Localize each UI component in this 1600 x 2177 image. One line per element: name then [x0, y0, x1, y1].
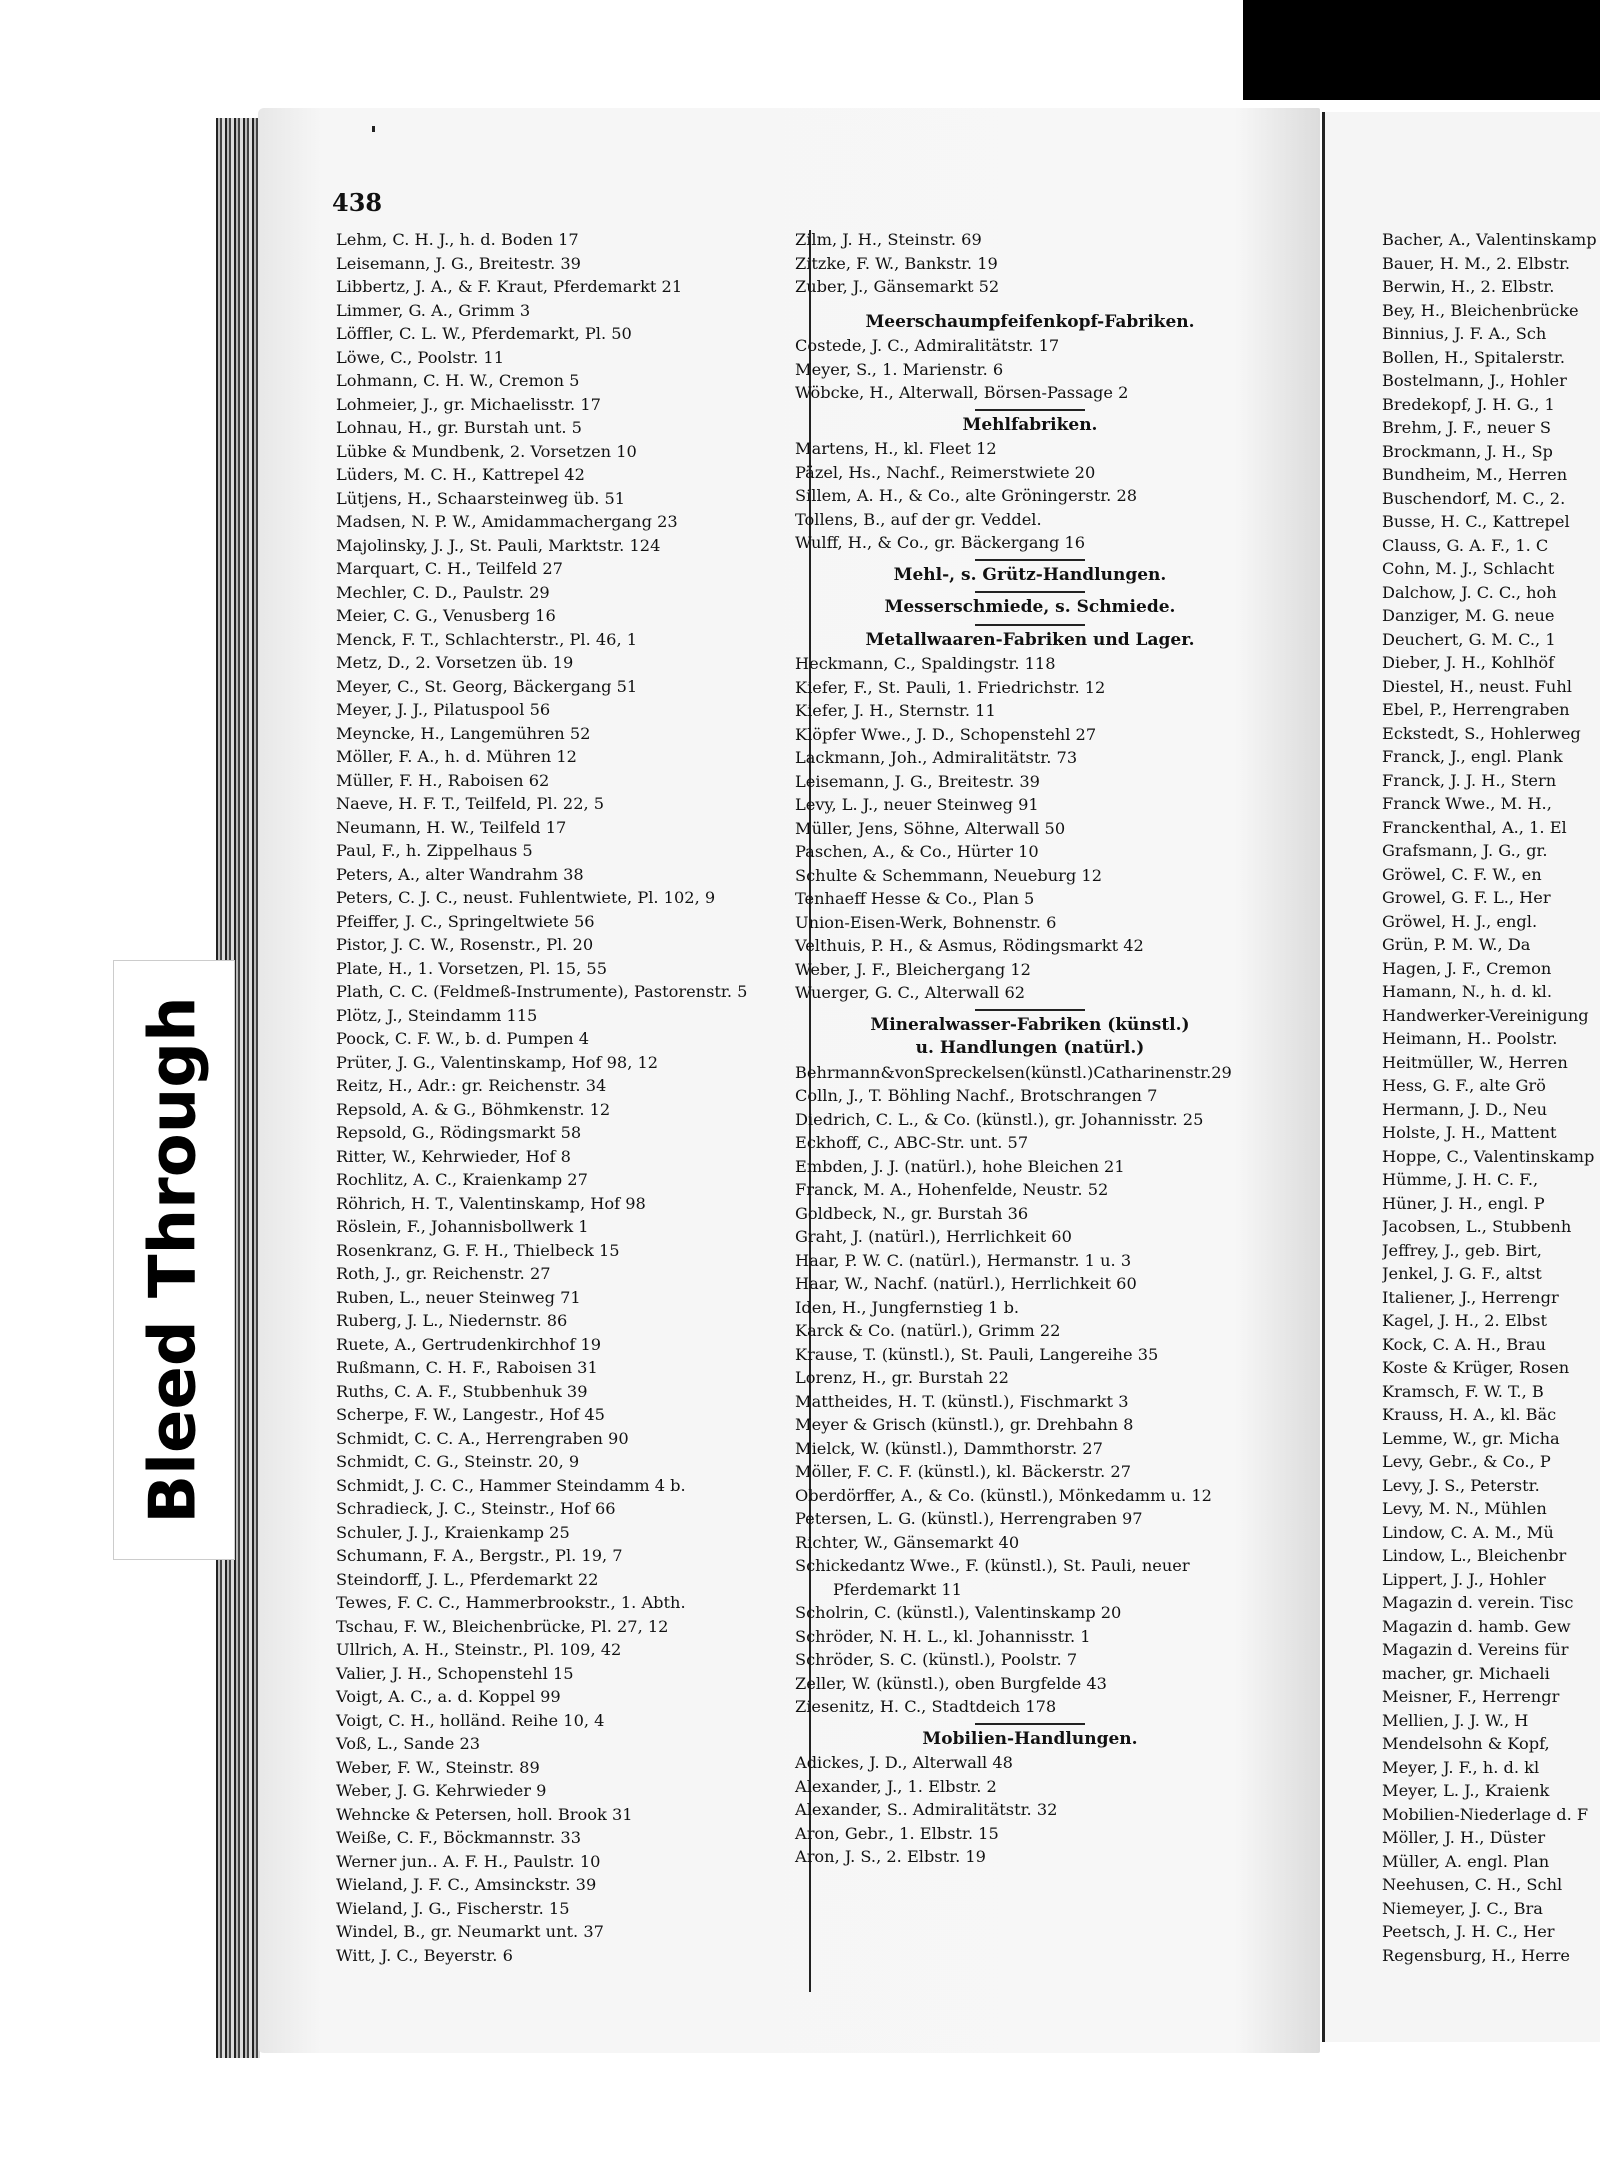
scan-top-bar — [1243, 0, 1600, 100]
directory-entry: Haar, P. W. C. (natürl.), Hermanstr. 1 u. 3 — [795, 1250, 1132, 1270]
directory-entry: Jeffrey, J., geb. Birt, — [1382, 1240, 1542, 1260]
directory-entry: Schmidt, C. G., Steinstr. 20, 9 — [336, 1452, 580, 1471]
directory-entry: Bundheim, M., Herren — [1382, 465, 1568, 484]
directory-entry: Haar, W., Nachf. (natürl.), Herrlichkeit 60 — [795, 1274, 1137, 1293]
directory-entry: Schradieck, J. C., Steinstr., Hof 66 — [336, 1499, 616, 1518]
directory-entry: Martens, H., kl. Fleet 12 — [795, 439, 997, 458]
directory-entry: Scholrin, C. (künstl.), Valentinskamp 20 — [795, 1603, 1122, 1622]
section-heading: Mehlfabriken. — [962, 414, 1098, 435]
directory-entry: Meyer, C., St. Georg, Bäckergang 51 — [336, 676, 638, 696]
directory-entry: macher, gr. Michaeli — [1382, 1663, 1550, 1683]
directory-entry: Pfeiffer, J. C., Springeltwiete 56 — [336, 911, 595, 931]
directory-entry: Reitz, H., Adr.: gr. Reichenstr. 34 — [336, 1076, 607, 1095]
directory-entry: Repsold, A. & G., Böhmkenstr. 12 — [336, 1099, 611, 1119]
directory-entry: Neehusen, C. H., Schl — [1382, 1875, 1563, 1894]
directory-entry: Brehm, J. F., neuer S — [1382, 418, 1551, 437]
directory-entry: Mattheides, H. T. (künstl.), Fischmarkt 3 — [795, 1391, 1129, 1411]
section-gap — [795, 299, 1265, 311]
directory-entry: Müller, Jens, Söhne, Alterwall 50 — [795, 818, 1066, 838]
directory-entry: Lemme, W., gr. Micha — [1382, 1428, 1560, 1448]
directory-entry: Schumann, F. A., Bergstr., Pl. 19, 7 — [336, 1546, 623, 1565]
directory-entry: Zitzke, F. W., Bankstr. 19 — [795, 253, 998, 273]
page-number: 438 — [332, 188, 383, 217]
directory-entry: Alexander, J., 1. Elbstr. 2 — [795, 1776, 997, 1796]
directory-entry: Meyer, S., 1. Marienstr. 6 — [795, 359, 1004, 379]
section-heading: Mehl-, s. Grütz-Handlungen. — [893, 564, 1167, 585]
directory-entry: Wieland, J. G., Fischerstr. 15 — [336, 1898, 570, 1918]
directory-entry: Behrmann&vonSpreckelsen(künstl.)Catharinenstr.29 — [795, 1062, 1232, 1082]
directory-entry: Binnius, J. F. A., Sch — [1382, 324, 1547, 343]
right-column — [1382, 228, 1600, 1967]
directory-entry: Levy, J. S., Peterstr. — [1382, 1475, 1540, 1495]
directory-entry: Hess, G. F., alte Grö — [1382, 1076, 1546, 1095]
directory-entry: Roth, J., gr. Reichenstr. 27 — [336, 1264, 551, 1283]
directory-entry: Regensburg, H., Herre — [1382, 1945, 1570, 1965]
directory-entry: Kramsch, F. W. T., B — [1382, 1381, 1544, 1401]
directory-entry: Plate, H., 1. Vorsetzen, Pl. 15, 55 — [336, 958, 607, 978]
directory-entry: Tollens, B., auf der gr. Veddel. — [795, 509, 1042, 529]
directory-entry: Koste & Krüger, Rosen — [1382, 1358, 1570, 1377]
directory-entry: Dalchow, J. C. C., hoh — [1382, 582, 1557, 602]
directory-entry: Tschau, F. W., Bleichenbrücke, Pl. 27, 12 — [336, 1616, 669, 1636]
directory-entry: Alexander, S.. Admiralitätstr. 32 — [795, 1800, 1058, 1819]
directory-entry: Franck Wwe., M. H., — [1382, 794, 1552, 813]
directory-entry: Müller, A. engl. Plan — [1382, 1851, 1550, 1871]
directory-entry: Poock, C. F. W., b. d. Pumpen 4 — [336, 1029, 590, 1048]
section-rule — [975, 624, 1085, 626]
directory-entry: Brockmann, J. H., Sp — [1382, 441, 1553, 461]
directory-entry: Witt, J. C., Beyerstr. 6 — [336, 1945, 513, 1965]
directory-entry: Zilm, J. H., Steinstr. 69 — [795, 230, 982, 249]
directory-entry: Windel, B., gr. Neumarkt unt. 37 — [336, 1922, 604, 1941]
directory-entry: Ritter, W., Kehrwieder, Hof 8 — [336, 1146, 571, 1166]
directory-entry: Röhrich, H. T., Valentinskamp, Hof 98 — [336, 1193, 646, 1213]
bleed-through-label — [113, 960, 235, 1560]
directory-entry: Tewes, F. C. C., Hammerbrookstr., 1. Abth. — [336, 1593, 686, 1612]
directory-entry: Hoppe, C., Valentinskamp — [1382, 1146, 1595, 1166]
directory-entry: Diestel, H., neust. Fuhl — [1382, 676, 1572, 696]
directory-entry: Löwe, C., Poolstr. 11 — [336, 347, 505, 367]
directory-entry: Graht, J. (natürl.), Herrlichkeit 60 — [795, 1227, 1072, 1246]
section-heading: Mobilien-Handlungen. — [922, 1728, 1138, 1749]
directory-entry: Lippert, J. J., Hohler — [1382, 1569, 1546, 1589]
directory-entry: Berwin, H., 2. Elbstr. — [1382, 277, 1555, 296]
section-heading: u. Handlungen (natürl.) — [915, 1038, 1145, 1058]
directory-entry: Rochlitz, A. C., Kraienkamp 27 — [336, 1170, 588, 1189]
directory-entry: Diedrich, C. L., & Co. (künstl.), gr. Johannisstr. 25 — [795, 1109, 1204, 1129]
directory-entry: Schickedantz Wwe., F. (künstl.), St. Pauli, neuer — [795, 1556, 1190, 1575]
directory-entry: Dieber, J. H., Kohlhöf — [1382, 653, 1555, 672]
ink-speck — [372, 126, 375, 132]
directory-entry: Gröwel, C. F. W., en — [1382, 864, 1542, 884]
directory-entry: Rußmann, C. H. F., Raboisen 31 — [336, 1358, 598, 1377]
directory-entry: Eckstedt, S., Hohlerweg — [1382, 723, 1581, 743]
directory-entry: Mechler, C. D., Paulstr. 29 — [336, 582, 550, 602]
directory-entry: Zuber, J., Gänsemarkt 52 — [795, 277, 1000, 296]
directory-entry: Aron, Gebr., 1. Elbstr. 15 — [795, 1823, 999, 1843]
directory-entry: Leisemann, J. G., Breitestr. 39 — [336, 253, 581, 273]
directory-entry: Meyer, J. J., Pilatuspool 56 — [336, 700, 551, 719]
directory-entry: Peters, C. J. C., neust. Fuhlentwiete, Pl. 102, 9 — [336, 888, 716, 907]
directory-entry: Weber, J. F., Bleichergang 12 — [795, 959, 1031, 979]
directory-entry: Kiefer, J. H., Sternstr. 11 — [795, 701, 996, 720]
directory-entry: Busse, H. C., Kattrepel — [1382, 512, 1570, 531]
directory-entry: Adickes, J. D., Alterwall 48 — [795, 1753, 1013, 1772]
directory-entry: Petersen, L. G. (künstl.), Herrengraben 97 — [795, 1509, 1143, 1528]
directory-entry: Ullrich, A. H., Steinstr., Pl. 109, 42 — [336, 1640, 622, 1659]
directory-entry: Päzel, Hs., Nachf., Reimerstwiete 20 — [795, 462, 1096, 482]
directory-entry: Limmer, G. A., Grimm 3 — [336, 300, 531, 320]
section-heading: Messerschmiede, s. Schmiede. — [884, 597, 1176, 617]
directory-entry: Ruben, L., neuer Steinweg 71 — [336, 1287, 581, 1307]
directory-entry: Bredekopf, J. H. G., 1 — [1382, 394, 1555, 414]
middle-column — [795, 228, 1265, 1869]
directory-entry: Müller, F. H., Raboisen 62 — [336, 770, 550, 790]
directory-entry: Goldbeck, N., gr. Burstah 36 — [795, 1203, 1029, 1223]
directory-entry: Weber, J. G. Kehrwieder 9 — [336, 1781, 547, 1800]
directory-entry: Repsold, G., Rödingsmarkt 58 — [336, 1123, 582, 1142]
directory-entry: Franck, M. A., Hohenfelde, Neustr. 52 — [795, 1180, 1109, 1199]
directory-entry: Scherpe, F. W., Langestr., Hof 45 — [336, 1405, 605, 1424]
directory-entry: Mendelsohn & Kopf, — [1382, 1734, 1550, 1753]
directory-entry: Peters, A., alter Wandrahm 38 — [336, 864, 584, 884]
directory-entry: Meier, C. G., Venusberg 16 — [336, 606, 556, 625]
directory-entry: Möller, F. A., h. d. Mühren 12 — [336, 747, 577, 766]
directory-entry: Neumann, H. W., Teilfeld 17 — [336, 817, 567, 837]
section-heading: Meerschaumpfeifenkopf-Fabriken. — [865, 311, 1195, 332]
directory-entry: Lindow, L., Bleichenbr — [1382, 1546, 1567, 1565]
directory-entry: Schröder, S. C. (künstl.), Poolstr. 7 — [795, 1650, 1078, 1669]
directory-entry: Bollen, H., Spitalerstr. — [1382, 347, 1566, 367]
directory-entry: Hermann, J. D., Neu — [1382, 1099, 1548, 1119]
directory-entry: Röslein, F., Johannisbollwerk 1 — [336, 1217, 589, 1236]
directory-entry: Hamann, N., h. d. kl. — [1382, 982, 1552, 1001]
section-rule — [975, 1723, 1085, 1725]
directory-entry: Embden, J. J. (natürl.), hohe Bleichen 21 — [795, 1156, 1125, 1176]
directory-entry: Mielck, W. (künstl.), Dammthorstr. 27 — [795, 1438, 1103, 1458]
directory-entry: Deuchert, G. M. C., 1 — [1382, 629, 1556, 649]
section-rule — [975, 1009, 1085, 1011]
directory-entry: Costede, J. C., Admiralitätstr. 17 — [795, 336, 1060, 355]
directory-entry: Union-Eisen-Werk, Bohnenstr. 6 — [795, 912, 1057, 932]
bleed-through-text: Bleed Through — [137, 996, 211, 1524]
directory-entry: Krauss, H. A., kl. Bäc — [1382, 1405, 1557, 1424]
directory-entry: Prüter, J. G., Valentinskamp, Hof 98, 12 — [336, 1052, 659, 1072]
directory-entry: Weber, F. W., Steinstr. 89 — [336, 1757, 540, 1777]
directory-entry: Valier, J. H., Schopenstehl 15 — [336, 1663, 574, 1683]
directory-entry: Lütjens, H., Schaarsteinweg üb. 51 — [336, 488, 626, 508]
directory-entry: Lorenz, H., gr. Burstah 22 — [795, 1368, 1009, 1387]
directory-entry: Meyer & Grisch (künstl.), gr. Drehbahn 8 — [795, 1415, 1134, 1434]
directory-entry: Tenhaeff Hesse & Co., Plan 5 — [795, 889, 1035, 908]
directory-entry: Peetsch, J. H. C., Her — [1382, 1922, 1555, 1941]
directory-entry: Steindorff, J. L., Pferdemarkt 22 — [336, 1569, 599, 1589]
directory-entry: Voigt, C. H., holländ. Reihe 10, 4 — [336, 1710, 605, 1730]
directory-entry: Meyer, L. J., Kraienk — [1382, 1781, 1550, 1800]
directory-entry: Schröder, N. H. L., kl. Johannisstr. 1 — [795, 1626, 1091, 1646]
directory-entry: Gröwel, H. J., engl. — [1382, 911, 1538, 931]
directory-entry: Kock, C. A. H., Brau — [1382, 1334, 1546, 1354]
directory-entry: Kiefer, F., St. Pauli, 1. Friedrichstr. 12 — [795, 677, 1106, 697]
directory-entry: Buschendorf, M. C., 2. — [1382, 488, 1566, 508]
directory-entry: Danziger, M. G. neue — [1382, 606, 1555, 625]
directory-entry: Mobilien-Niederlage d. F — [1382, 1804, 1589, 1824]
directory-entry: Aron, J. S., 2. Elbstr. 19 — [795, 1847, 986, 1866]
directory-entry: Werner jun.. A. F. H., Paulstr. 10 — [336, 1851, 601, 1871]
directory-entry: Lackmann, Joh., Admiralitätstr. 73 — [795, 748, 1078, 767]
directory-entry: Kagel, J. H., 2. Elbst — [1382, 1311, 1547, 1330]
directory-entry: Plath, C. C. (Feldmeß-Instrumente), Pastorenstr. 5 — [336, 982, 748, 1001]
directory-entry: Handwerker-Vereinigung — [1382, 1005, 1589, 1025]
directory-entry: Krause, T. (künstl.), St. Pauli, Langereihe 35 — [795, 1344, 1159, 1364]
directory-entry: Holste, J. H., Mattent — [1382, 1123, 1557, 1142]
directory-entry: Rosenkranz, G. F. H., Thielbeck 15 — [336, 1240, 620, 1260]
directory-entry: Wuerger, G. C., Alterwall 62 — [795, 983, 1026, 1002]
directory-entry: Wöbcke, H., Alterwall, Börsen-Passage 2 — [795, 383, 1129, 402]
directory-entry: Wieland, J. F. C., Amsinckstr. 39 — [336, 1875, 597, 1894]
directory-entry: Karck & Co. (natürl.), Grimm 22 — [795, 1321, 1061, 1340]
directory-entry: Magazin d. Vereins für — [1382, 1640, 1569, 1659]
directory-entry: Franckenthal, A., 1. El — [1382, 817, 1567, 837]
directory-entry: Heckmann, C., Spaldingstr. 118 — [795, 654, 1056, 673]
section-heading: Mineralwasser-Fabriken (künstl.) — [870, 1014, 1190, 1035]
directory-entry: Möller, J. H., Düster — [1382, 1828, 1546, 1847]
directory-entry: Colln, J., T. Böhling Nachf., Brotschrangen 7 — [795, 1086, 1158, 1105]
directory-entry: Wulff, H., & Co., gr. Bäckergang 16 — [795, 533, 1086, 552]
section-rule — [975, 559, 1085, 561]
directory-entry: Hümme, J. H. C. F., — [1382, 1170, 1539, 1189]
directory-entry: Niemeyer, J. C., Bra — [1382, 1898, 1543, 1918]
directory-entry: Hüner, J. H., engl. P — [1382, 1193, 1545, 1213]
directory-entry: Levy, L. J., neuer Steinweg 91 — [795, 795, 1039, 814]
directory-entry: Growel, G. F. L., Her — [1382, 888, 1551, 907]
directory-entry: Bauer, H. M., 2. Elbstr. — [1382, 253, 1571, 273]
directory-entry: Jacobsen, L., Stubbenh — [1382, 1217, 1572, 1236]
directory-entry: Klöpfer Wwe., J. D., Schopenstehl 27 — [795, 724, 1097, 744]
directory-entry: Franck, J., engl. Plank — [1382, 747, 1563, 766]
directory-entry: Levy, M. N., Mühlen — [1382, 1499, 1547, 1518]
directory-entry: Ruberg, J. L., Niedernstr. 86 — [336, 1311, 568, 1330]
directory-entry: Löffler, C. L. W., Pferdemarkt, Pl. 50 — [336, 324, 632, 343]
directory-entry: Magazin d. hamb. Gew — [1382, 1616, 1571, 1636]
directory-entry: Ziesenitz, H. C., Stadtdeich 178 — [795, 1697, 1057, 1716]
directory-entry: Lindow, C. A. M., Mü — [1382, 1522, 1554, 1542]
directory-entry: Wehncke & Petersen, holl. Brook 31 — [336, 1804, 633, 1824]
left-column — [336, 228, 811, 1967]
directory-entry: Metz, D., 2. Vorsetzen üb. 19 — [336, 653, 574, 672]
directory-entry: Lübke & Mundbenk, 2. Vorsetzen 10 — [336, 441, 637, 461]
directory-entry: Leisemann, J. G., Breitestr. 39 — [795, 771, 1040, 791]
directory-entry: Ruths, C. A. F., Stubbenhuk 39 — [336, 1381, 588, 1401]
directory-entry: Paul, F., h. Zippelhaus 5 — [336, 841, 533, 860]
section-rule — [975, 591, 1085, 593]
directory-entry: Paschen, A., & Co., Hürter 10 — [795, 842, 1039, 861]
directory-entry: Ruete, A., Gertrudenkirchhof 19 — [336, 1334, 602, 1354]
directory-entry: Heimann, H.. Poolstr. — [1382, 1029, 1558, 1048]
directory-entry: Schuler, J. J., Kraienkamp 25 — [336, 1522, 570, 1542]
directory-entry: Meisner, F., Herrengr — [1382, 1687, 1560, 1706]
directory-entry: Velthuis, P. H., & Asmus, Rödingsmarkt 42 — [795, 936, 1144, 955]
directory-entry: Libbertz, J. A., & F. Kraut, Pferdemarkt 21 — [336, 277, 683, 296]
directory-entry: Bostelmann, J., Hohler — [1382, 371, 1567, 390]
directory-entry: Sillem, A. H., & Co., alte Gröningerstr. 28 — [795, 486, 1138, 505]
directory-entry: Magazin d. verein. Tisc — [1382, 1593, 1574, 1612]
section-heading: Metallwaaren-Fabriken und Lager. — [865, 629, 1195, 650]
directory-entry: Lehm, C. H. J., h. d. Boden 17 — [336, 230, 579, 249]
directory-entry: Lüders, M. C. H., Kattrepel 42 — [336, 465, 585, 484]
directory-entry: Schulte & Schemmann, Neueburg 12 — [795, 865, 1103, 885]
directory-entry: Eckhoff, C., ABC-Str. unt. 57 — [795, 1133, 1029, 1152]
directory-entry: Italiener, J., Herrengr — [1382, 1287, 1559, 1307]
directory-entry: Ebel, P., Herrengraben — [1382, 700, 1570, 719]
directory-entry: Voß, L., Sande 23 — [336, 1734, 481, 1753]
directory-entry: Iden, H., Jungfernstieg 1 b. — [795, 1297, 1020, 1317]
directory-entry: Menck, F. T., Schlachterstr., Pl. 46, 1 — [336, 629, 638, 649]
directory-entry: Möller, F. C. F. (künstl.), kl. Bäckerstr. 27 — [795, 1462, 1131, 1481]
directory-entry: Jenkel, J. G. F., altst — [1382, 1264, 1542, 1283]
directory-entry: Meyncke, H., Langemühren 52 — [336, 723, 591, 743]
section-rule — [975, 409, 1085, 411]
directory-entry: Grafsmann, J. G., gr. — [1382, 841, 1548, 860]
directory-entry: Naeve, H. F. T., Teilfeld, Pl. 22, 5 — [336, 794, 605, 813]
directory-entry: Schmidt, J. C. C., Hammer Steindamm 4 b. — [336, 1475, 686, 1495]
directory-entry: Plötz, J., Steindamm 115 — [336, 1005, 538, 1025]
directory-entry: Voigt, A. C., a. d. Koppel 99 — [336, 1687, 561, 1706]
directory-entry: Hagen, J. F., Cremon — [1382, 958, 1552, 978]
directory-entry: Clauss, G. A. F., 1. C — [1382, 535, 1549, 555]
directory-entry: Oberdörffer, A., & Co. (künstl.), Mönkedamm u. 12 — [795, 1485, 1212, 1505]
directory-entry: Meyer, J. F., h. d. kl — [1382, 1757, 1540, 1777]
directory-entry: Marquart, C. H., Teilfeld 27 — [336, 559, 563, 578]
directory-entry: Zeller, W. (künstl.), oben Burgfelde 43 — [795, 1673, 1107, 1693]
directory-entry: Richter, W., Gänsemarkt 40 — [795, 1532, 1020, 1552]
directory-entry-continuation: Pferdemarkt 11 — [833, 1579, 962, 1599]
directory-entry: Bacher, A., Valentinskamp — [1382, 230, 1597, 249]
directory-entry: Lohmeier, J., gr. Michaelisstr. 17 — [336, 394, 601, 414]
directory-entry: Franck, J. J. H., Stern — [1382, 770, 1557, 790]
directory-entry: Weiße, C. F., Böckmannstr. 33 — [336, 1828, 582, 1847]
directory-entry: Heitmüller, W., Herren — [1382, 1052, 1568, 1072]
directory-entry: Cohn, M. J., Schlacht — [1382, 559, 1555, 578]
directory-entry: Bey, H., Bleichenbrücke — [1382, 300, 1579, 320]
directory-entry: Grün, P. M. W., Da — [1382, 935, 1531, 954]
directory-entry: Majolinsky, J. J., St. Pauli, Marktstr. 124 — [336, 535, 661, 555]
directory-entry: Pistor, J. C. W., Rosenstr., Pl. 20 — [336, 935, 594, 954]
directory-entry: Levy, Gebr., & Co., P — [1382, 1452, 1551, 1471]
directory-entry: Madsen, N. P. W., Amidammachergang 23 — [336, 512, 678, 531]
directory-entry: Lohnau, H., gr. Burstah unt. 5 — [336, 418, 582, 437]
directory-entry: Lohmann, C. H. W., Cremon 5 — [336, 371, 580, 390]
directory-entry: Mellien, J. J. W., H — [1382, 1710, 1529, 1730]
directory-entry: Schmidt, C. C. A., Herrengraben 90 — [336, 1428, 629, 1448]
